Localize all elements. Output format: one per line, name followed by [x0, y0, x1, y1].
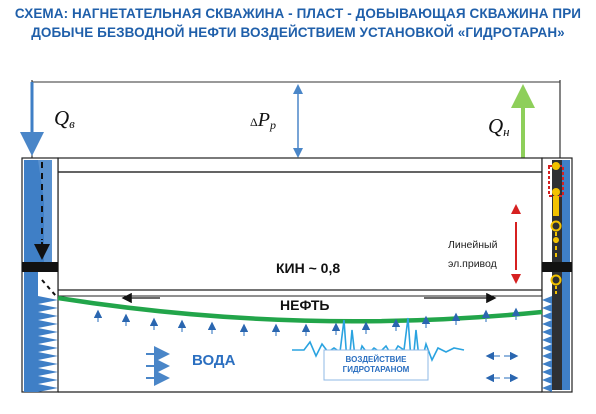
oil-outflow-label: $Q_н$ [488, 114, 510, 139]
oscillation-arrows [488, 356, 516, 378]
hydro-ram-label: ВОЗДЕЙСТВИЕ ГИДРОТАРАНОМ [342, 355, 410, 374]
recovery-factor-label: КИН ~ 0,8 [276, 260, 341, 276]
injection-well [22, 158, 58, 392]
title-line-1: СХЕМА: НАГНЕТАТЕЛЬНАЯ СКВАЖИНА - ПЛАСТ - ДОБЫВАЮЩАЯ СКВАЖИНА ПРИ [14, 6, 582, 21]
upper-layer [58, 158, 542, 172]
linear-drive-label: Линейный эл.привод [448, 239, 498, 270]
production-well [542, 158, 572, 392]
pressure-diff-label: $\Delta P_р$ [250, 109, 276, 132]
water-label: ВОДА [192, 352, 236, 369]
title-line-2: ДОБЫЧЕ БЕЗВОДНОЙ НЕФТИ ВОЗДЕЙСТВИЕМ УСТАНОВКОЙ «ГИДРОТАРАН» [31, 25, 565, 40]
water-rise-arrows [98, 310, 516, 336]
water-flow-arrows [146, 354, 166, 378]
oil-label: НЕФТЬ [280, 297, 330, 313]
water-inflow-label: $Q_в$ [54, 106, 75, 131]
